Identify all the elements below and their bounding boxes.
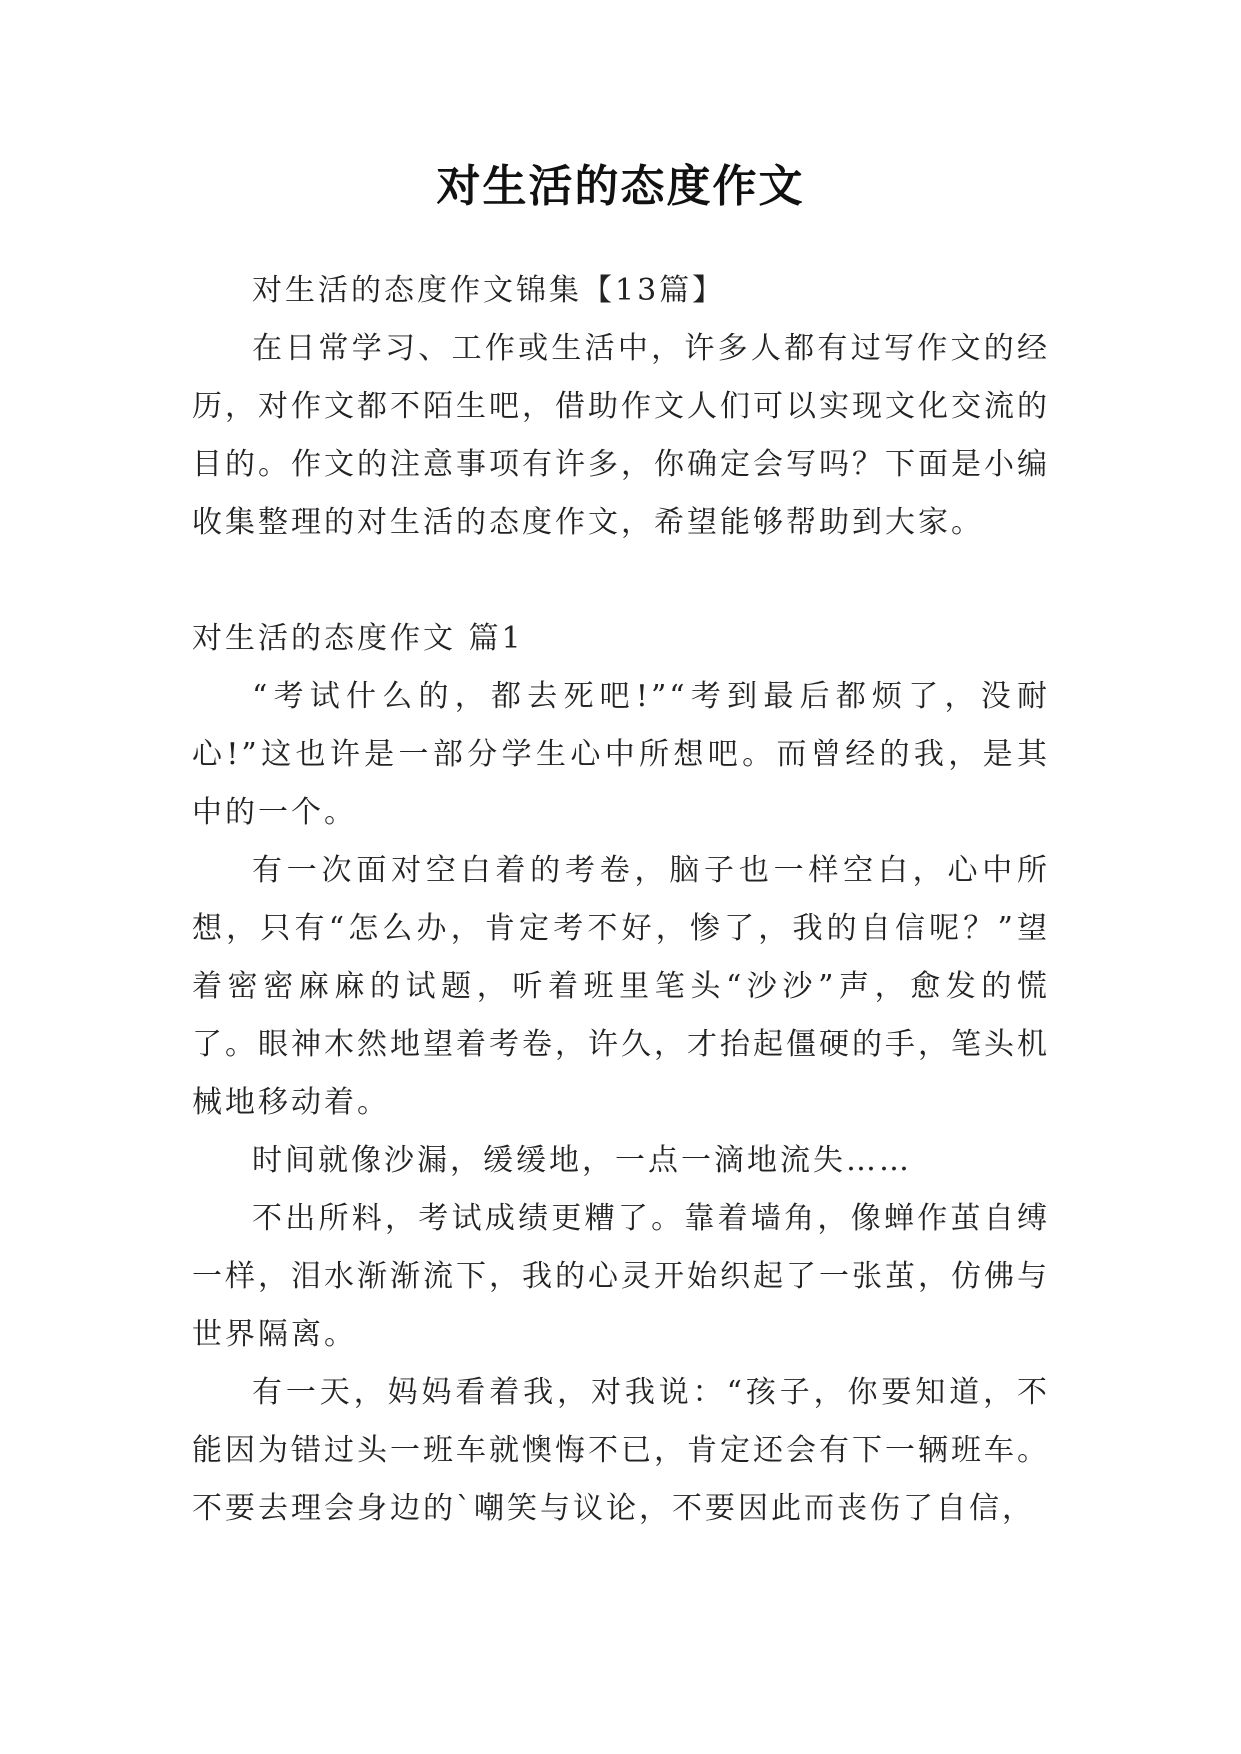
document-title: 对生活的态度作文: [436, 161, 805, 212]
body-paragraph: 时间就像沙漏，缓缓地，一点一滴地流失……: [252, 1143, 912, 1178]
document-body: [192, 262, 1050, 1538]
section-heading: 对生活的态度作文 篇1: [192, 621, 524, 656]
body-paragraph: “考试什么的，都去死吧!”“考到最后都烦了，没耐心!”这也许是一部分学生心中所想吧。而曾经的我，是其中的一个。: [192, 679, 1050, 830]
body-paragraph: 有一天，妈妈看着我，对我说：“孩子，你要知道，不能因为错过头一班车就懊悔不已，肯定还会有下一辆班车。不要去理会身边的`嘲笑与议论，不要因此而丧伤了自信，: [192, 1375, 1050, 1526]
body-paragraph: 不出所料，考试成绩更糟了。靠着墙角，像蝉作茧自缚一样，泪水渐渐流下，我的心灵开始织起了一张茧，仿佛与世界隔离。: [192, 1201, 1050, 1352]
collection-intro-line: 对生活的态度作文锦集【13篇】: [252, 273, 726, 308]
body-paragraph: 有一次面对空白着的考卷，脑子也一样空白，心中所想，只有“怎么办，肯定考不好，惨了，我的自信呢？”望着密密麻麻的试题，听着班里笔头“沙沙”声，愈发的慌了。眼神木然地望着考卷，许久，才抬起僵硬的手，笔头机械地移动着。: [192, 853, 1050, 1120]
intro-paragraph: 在日常学习、工作或生活中，许多人都有过写作文的经历，对作文都不陌生吧，借助作文人们可以实现文化交流的目的。作文的注意事项有许多，你确定会写吗？下面是小编收集整理的对生活的态度作文，希望能够帮助到大家。: [192, 331, 1050, 540]
